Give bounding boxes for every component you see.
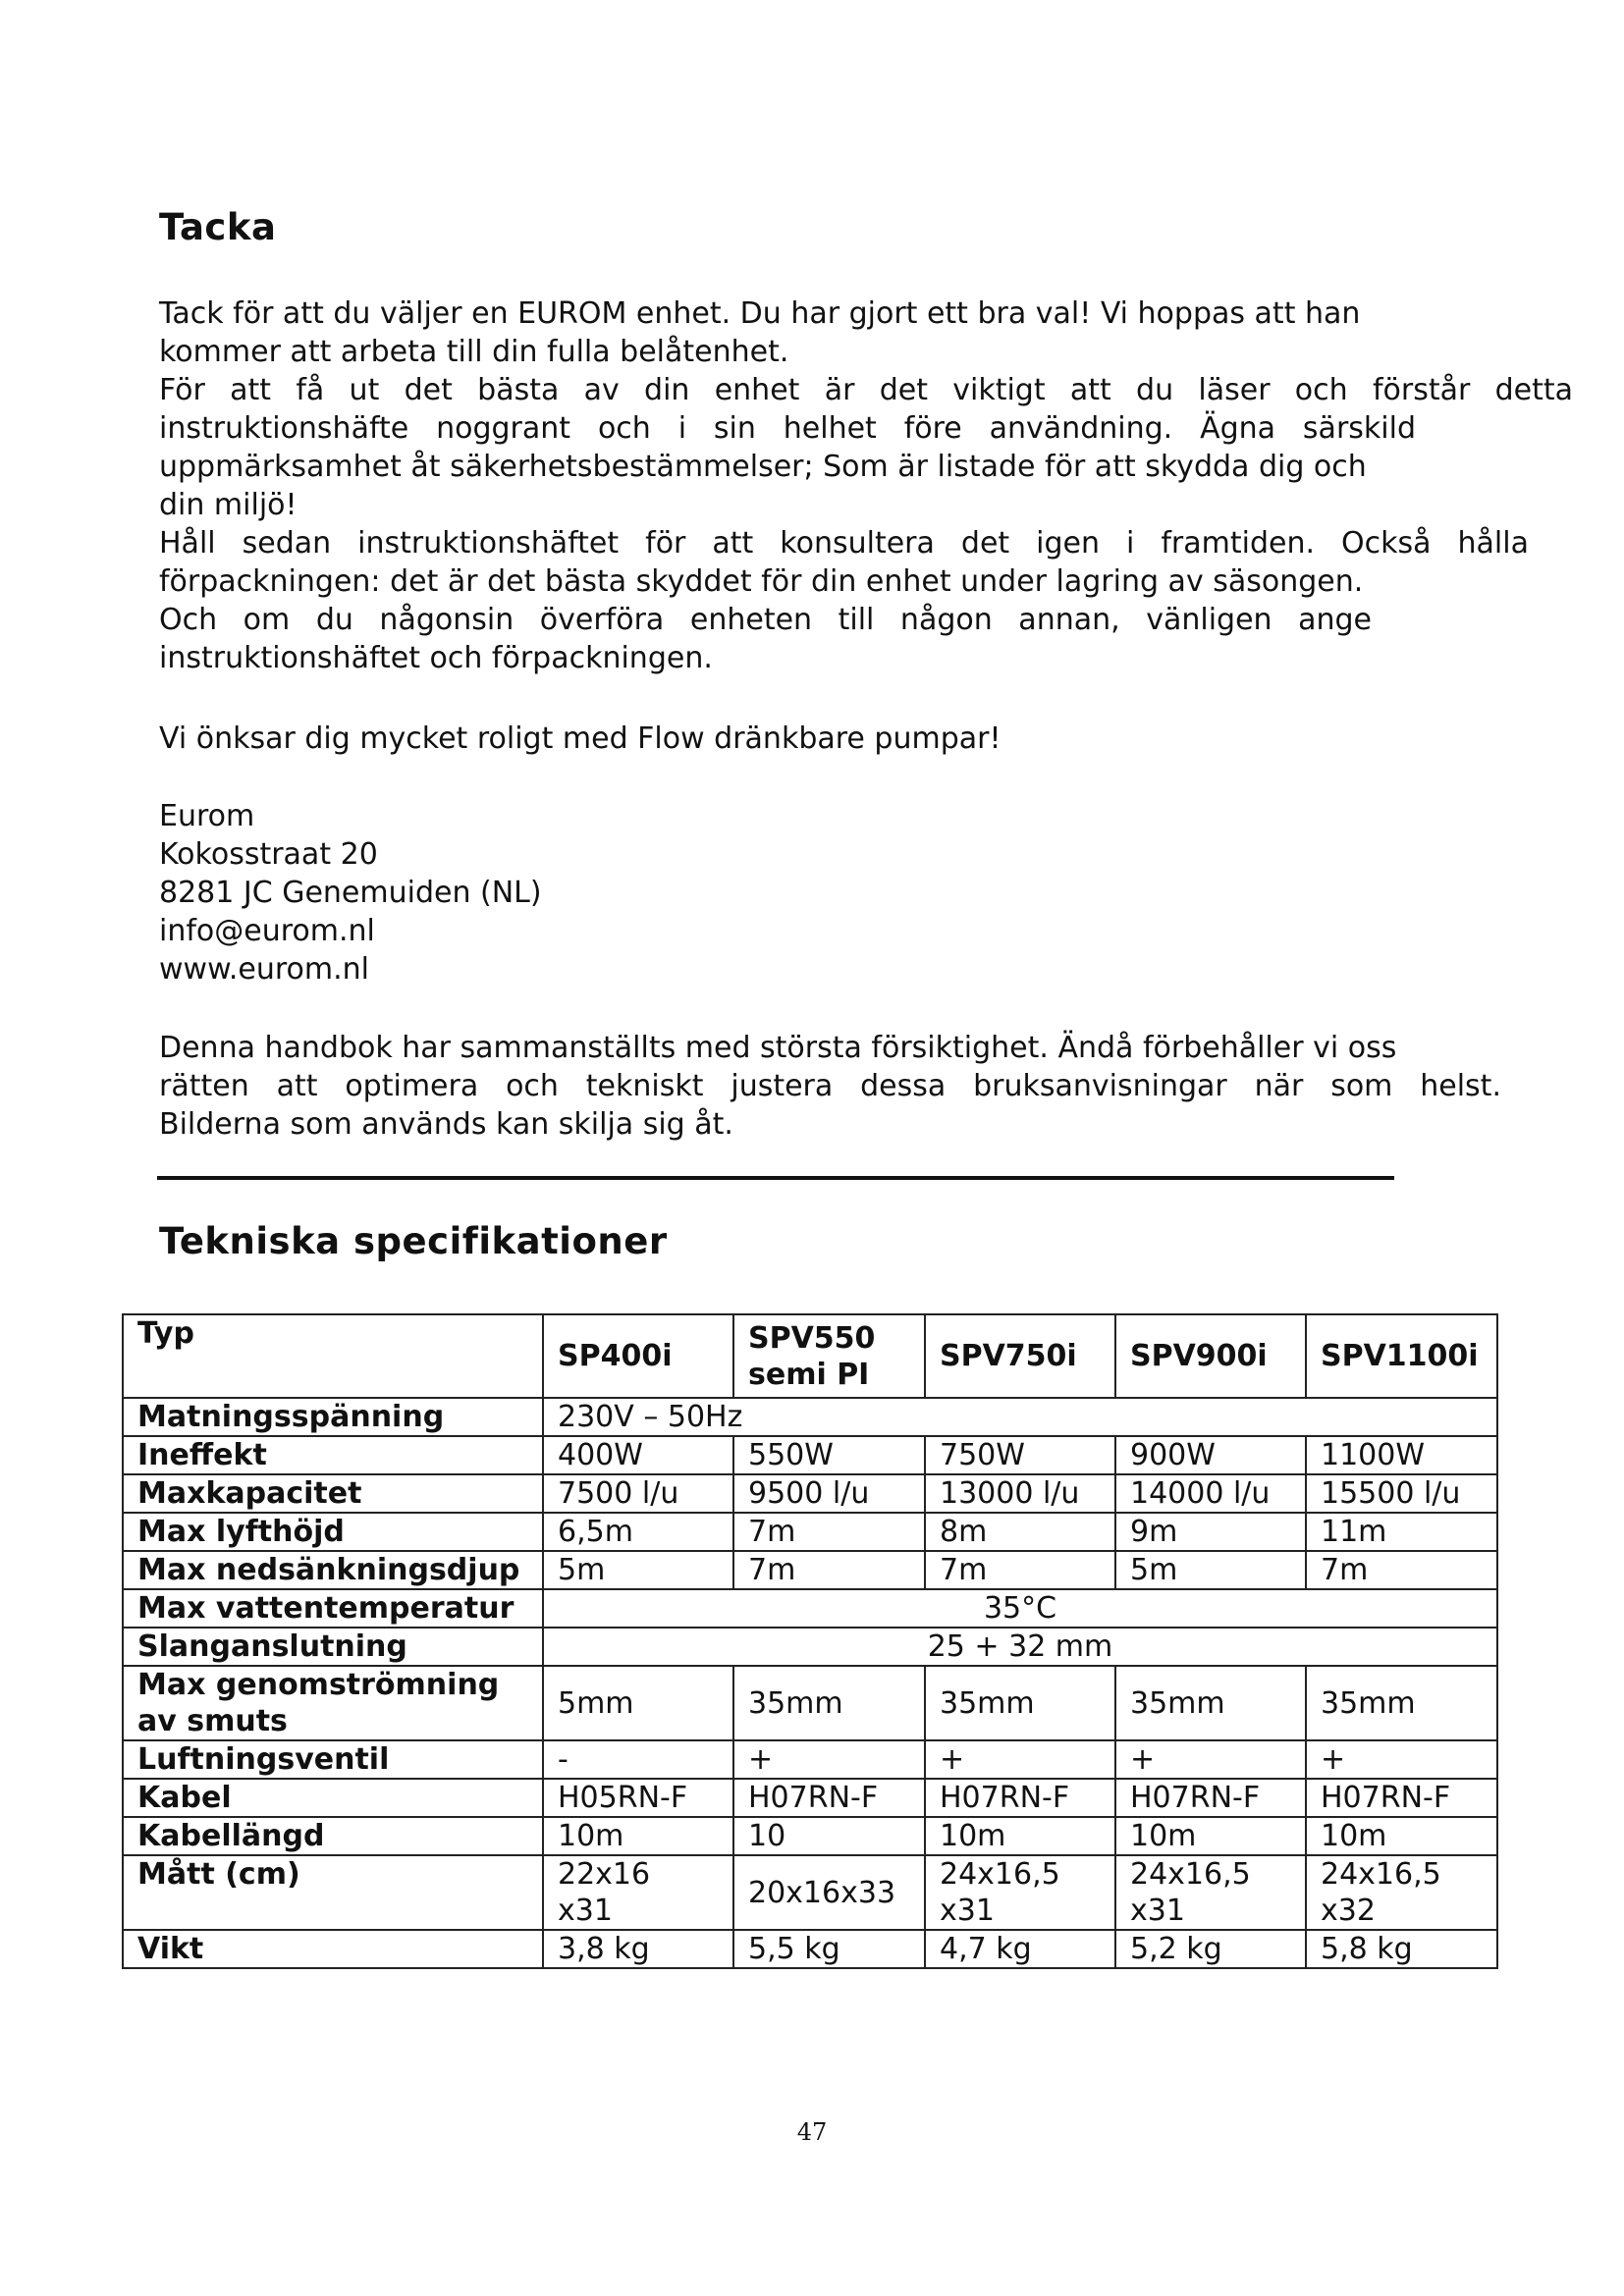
spec-cell: 5m — [1115, 1551, 1306, 1589]
spec-cell: 550W — [733, 1436, 925, 1474]
spec-cell: 9500 l/u — [733, 1474, 925, 1513]
horizontal-divider — [157, 1176, 1394, 1180]
intro-line: Håll sedan instruktionshäftet för att konsultera det igen i framtiden. Också hålla — [159, 526, 1529, 561]
table-row — [123, 1474, 1497, 1513]
spec-cell: 10m — [1306, 1817, 1497, 1855]
wish-line: Vi önksar dig mycket roligt med Flow dränkbare pumpar! — [159, 721, 1001, 756]
row-label: Matningsspänning — [123, 1398, 543, 1436]
row-label: Max vattentemperatur — [123, 1589, 543, 1628]
section-title-specs: Tekniska specifikationer — [159, 1220, 668, 1262]
spec-cell: 400W — [543, 1436, 733, 1474]
spec-cell: 230V – 50Hz — [543, 1398, 1497, 1436]
spec-cell: 35mm — [733, 1666, 925, 1740]
table-row — [123, 1589, 1497, 1628]
model-header: SPV1100i — [1306, 1314, 1497, 1398]
street-address: Kokosstraat 20 — [159, 837, 378, 872]
table-row — [123, 1436, 1497, 1474]
page-number: 47 — [796, 2118, 828, 2146]
row-label: Max genomströmning av smuts — [123, 1666, 543, 1740]
spec-cell: + — [1306, 1740, 1497, 1779]
spec-cell: 5,8 kg — [1306, 1930, 1497, 1968]
row-label: Kabellängd — [123, 1817, 543, 1855]
spec-cell: + — [1115, 1740, 1306, 1779]
row-label: Vikt — [123, 1930, 543, 1968]
table-row — [123, 1930, 1497, 1968]
spec-cell: H07RN-F — [925, 1779, 1115, 1817]
spec-cell: 24x16,5 x31 — [1115, 1855, 1306, 1930]
spec-cell: 24x16,5 x32 — [1306, 1855, 1497, 1930]
disclaimer-line: rätten att optimera och tekniskt justera dessa bruksanvisningar när som helst. — [159, 1069, 1501, 1103]
city-address: 8281 JC Genemuiden (NL) — [159, 876, 542, 910]
intro-line: instruktionshäftet och förpackningen. — [159, 641, 713, 675]
spec-cell: 5mm — [543, 1666, 733, 1740]
spec-cell: + — [925, 1740, 1115, 1779]
table-row — [123, 1740, 1497, 1779]
spec-cell: 24x16,5 x31 — [925, 1855, 1115, 1930]
wish-paragraph — [159, 720, 1573, 758]
spec-cell: 14000 l/u — [1115, 1474, 1306, 1513]
spec-cell: 750W — [925, 1436, 1115, 1474]
intro-line: Och om du någonsin överföra enheten till någon annan, vänligen ange — [159, 603, 1372, 637]
spec-cell: 1100W — [1306, 1436, 1497, 1474]
spec-cell: 5m — [543, 1551, 733, 1589]
table-row — [123, 1779, 1497, 1817]
disclaimer-line: Denna handbok har sammanställts med största försiktighet. Ändå förbehåller vi oss — [159, 1031, 1397, 1065]
spec-cell: 7m — [733, 1513, 925, 1551]
spec-cell: - — [543, 1740, 733, 1779]
spec-cell: 5,2 kg — [1115, 1930, 1306, 1968]
email-address: info@eurom.nl — [159, 914, 375, 948]
spec-cell: 35mm — [1115, 1666, 1306, 1740]
model-header: SPV550 semi PI — [733, 1314, 925, 1398]
model-header: SPV750i — [925, 1314, 1115, 1398]
spec-cell: 10m — [925, 1817, 1115, 1855]
table-row — [123, 1551, 1497, 1589]
disclaimer-paragraph — [159, 1029, 1573, 1144]
spec-cell: 15500 l/u — [1306, 1474, 1497, 1513]
spec-cell: 35mm — [1306, 1666, 1497, 1740]
spec-cell: 13000 l/u — [925, 1474, 1115, 1513]
spec-cell: 8m — [925, 1513, 1115, 1551]
spec-cell: 7m — [1306, 1551, 1497, 1589]
website-address: www.eurom.nl — [159, 952, 369, 987]
intro-line: uppmärksamhet åt säkerhetsbestämmelser; Som är listade för att skydda dig och — [159, 450, 1367, 484]
row-label: Max nedsänkningsdjup — [123, 1551, 543, 1589]
model-header: SPV900i — [1115, 1314, 1306, 1398]
intro-line: instruktionshäfte noggrant och i sin helhet före användning. Ägna särskild — [159, 411, 1416, 446]
intro-line: kommer att arbeta till din fulla belåtenhet. — [159, 335, 789, 369]
table-row — [123, 1314, 1497, 1398]
company-name: Eurom — [159, 799, 255, 833]
spec-cell: 35mm — [925, 1666, 1115, 1740]
spec-cell: 10m — [543, 1817, 733, 1855]
table-row — [123, 1855, 1497, 1930]
address-block — [159, 797, 1573, 988]
spec-cell: 22x16 x31 — [543, 1855, 733, 1930]
spec-cell: 10m — [1115, 1817, 1306, 1855]
spec-cell: 20x16x33 — [733, 1855, 925, 1930]
row-label: Kabel — [123, 1779, 543, 1817]
row-label: Maxkapacitet — [123, 1474, 543, 1513]
spec-cell: 3,8 kg — [543, 1930, 733, 1968]
intro-paragraph — [159, 294, 1573, 677]
intro-line: din miljö! — [159, 488, 298, 522]
spec-cell: 6,5m — [543, 1513, 733, 1551]
spec-cell: 35°C — [543, 1589, 1497, 1628]
spec-cell: + — [733, 1740, 925, 1779]
intro-line: Tack för att du väljer en EUROM enhet. Du har gjort ett bra val! Vi hoppas att han — [159, 296, 1361, 331]
spec-cell: 5,5 kg — [733, 1930, 925, 1968]
row-label: Max lyfthöjd — [123, 1513, 543, 1551]
section-title-tacka: Tacka — [159, 206, 277, 248]
spec-cell: 25 + 32 mm — [543, 1628, 1497, 1666]
spec-cell: H07RN-F — [733, 1779, 925, 1817]
intro-line: förpackningen: det är det bästa skyddet för din enhet under lagring av säsongen. — [159, 564, 1364, 599]
spec-cell: 9m — [1115, 1513, 1306, 1551]
specifications-table — [122, 1313, 1498, 1969]
table-row — [123, 1513, 1497, 1551]
spec-cell: 7500 l/u — [543, 1474, 733, 1513]
spec-cell: 7m — [733, 1551, 925, 1589]
spec-cell: H07RN-F — [1115, 1779, 1306, 1817]
intro-line: För att få ut det bästa av din enhet är det viktigt att du läser och förstår detta — [159, 373, 1573, 407]
row-label: Slanganslutning — [123, 1628, 543, 1666]
table-row — [123, 1666, 1497, 1740]
table-row — [123, 1817, 1497, 1855]
spec-cell: 10 — [733, 1817, 925, 1855]
row-label: Ineffekt — [123, 1436, 543, 1474]
row-label: Luftningsventil — [123, 1740, 543, 1779]
model-header: SP400i — [543, 1314, 733, 1398]
spec-cell: 7m — [925, 1551, 1115, 1589]
spec-cell: 4,7 kg — [925, 1930, 1115, 1968]
spec-cell: 11m — [1306, 1513, 1497, 1551]
spec-cell: H07RN-F — [1306, 1779, 1497, 1817]
spec-cell: H05RN-F — [543, 1779, 733, 1817]
table-header-label: Typ — [123, 1314, 543, 1398]
table-row — [123, 1398, 1497, 1436]
row-label: Mått (cm) — [123, 1855, 543, 1930]
table-row — [123, 1628, 1497, 1666]
spec-cell: 900W — [1115, 1436, 1306, 1474]
disclaimer-line: Bilderna som används kan skilja sig åt. — [159, 1107, 733, 1142]
